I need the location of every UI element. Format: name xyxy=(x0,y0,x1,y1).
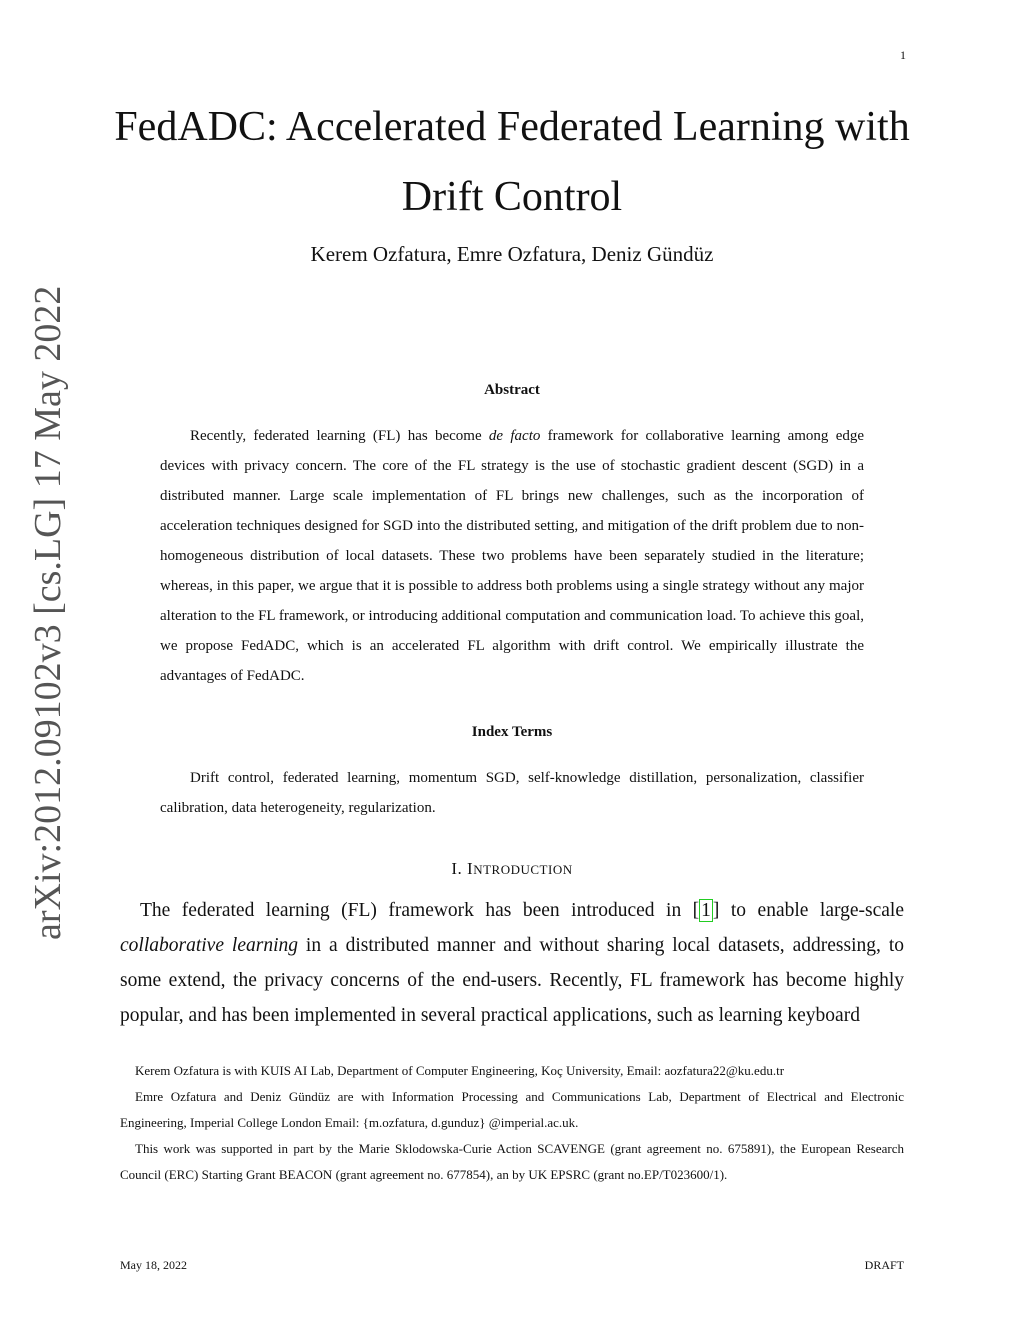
intro-heading-rest: NTRODUCTION xyxy=(473,862,573,877)
introduction-body xyxy=(120,893,904,1033)
abstract-heading: Abstract xyxy=(484,382,540,398)
arxiv-sidebar-stamp[interactable]: arXiv:2012.09102v3 [cs.LG] 17 May 2022 xyxy=(27,285,69,940)
author-list: Kerem Ozfatura, Emre Ozfatura, Deniz Gündüz xyxy=(310,242,714,266)
intro-text-a: The federated learning (FL) framework has been introduced in [ xyxy=(140,900,700,921)
abstract-emphasis: de facto xyxy=(488,428,541,444)
index-terms-body: Drift control, federated learning, momentum SGD, self-knowledge distillation, personalization, classifier calibration, data heterogeneity, regularization. xyxy=(160,770,864,816)
abstract-text-a: Recently, federated learning (FL) has become xyxy=(190,428,489,444)
intro-text-c: in a distributed manner and without sharing local datasets, addressing, to some extend, the privacy concerns of the end-users. Recently, FL framework has become highly popular, and has been implemented in several practical applications, such as learning keyboard xyxy=(120,935,904,1026)
abstract-text-b: framework for collaborative learning among edge devices with privacy concern. The core of the FL strategy is the use of stochastic gradient descent (SGD) in a distributed manner. Large scale implementation of FL brings new challenges, such as the incorporation of acceleration techniques designed for SGD into the distributed setting, and mitigation of the drift problem due to non-homogeneous distribution of local datasets. These two problems have been separately studied in the literature; whereas, in this paper, we argue that it is possible to address both problems using a single strategy without any major alteration to the FL framework, or introducing additional computation and communication load. To achieve this goal, we propose FedADC, which is an accelerated FL algorithm with drift control. We empirically illustrate the advantages of FedADC. xyxy=(160,428,865,684)
footnote: Emre Ozfatura and Deniz Gündüz are with Information Processing and Communications Lab, Department of Electrical and Electronic Engineering, Imperial College London Email: {m.ozfatura, d.gunduz} @imperial.ac.uk. xyxy=(120,1089,904,1130)
title-line-1: FedADC: Accelerated Federated Learning with xyxy=(114,104,910,150)
page-number: 1 xyxy=(900,48,906,62)
footnote: Kerem Ozfatura is with KUIS AI Lab, Department of Computer Engineering, Koç University, Email: aozfatura22@ku.edu.tr xyxy=(135,1063,785,1078)
paper-title xyxy=(100,92,924,232)
footnote: This work was supported in part by the Marie Sklodowska-Curie Action SCAVENGE (grant agreement no. 675891), the European Research Council (ERC) Starting Grant BEACON (grant agreement no. 677854), an by UK EPSRC (grant no.EP/T023600/1). xyxy=(120,1141,904,1182)
footer-status: DRAFT xyxy=(864,1258,904,1272)
intro-emphasis: collaborative learning xyxy=(120,935,298,956)
intro-heading-cap: I xyxy=(467,859,474,878)
intro-numeral: I. xyxy=(451,859,468,878)
introduction-heading xyxy=(100,859,924,879)
citation-link[interactable]: 1 xyxy=(701,900,711,921)
footnotes xyxy=(120,1058,904,1188)
intro-text-b: ] to enable large-scale xyxy=(712,900,904,921)
abstract-body xyxy=(160,421,864,691)
title-line-2: Drift Control xyxy=(401,174,623,220)
footer-date: May 18, 2022 xyxy=(120,1258,187,1272)
index-terms-heading: Index Terms xyxy=(471,724,553,740)
